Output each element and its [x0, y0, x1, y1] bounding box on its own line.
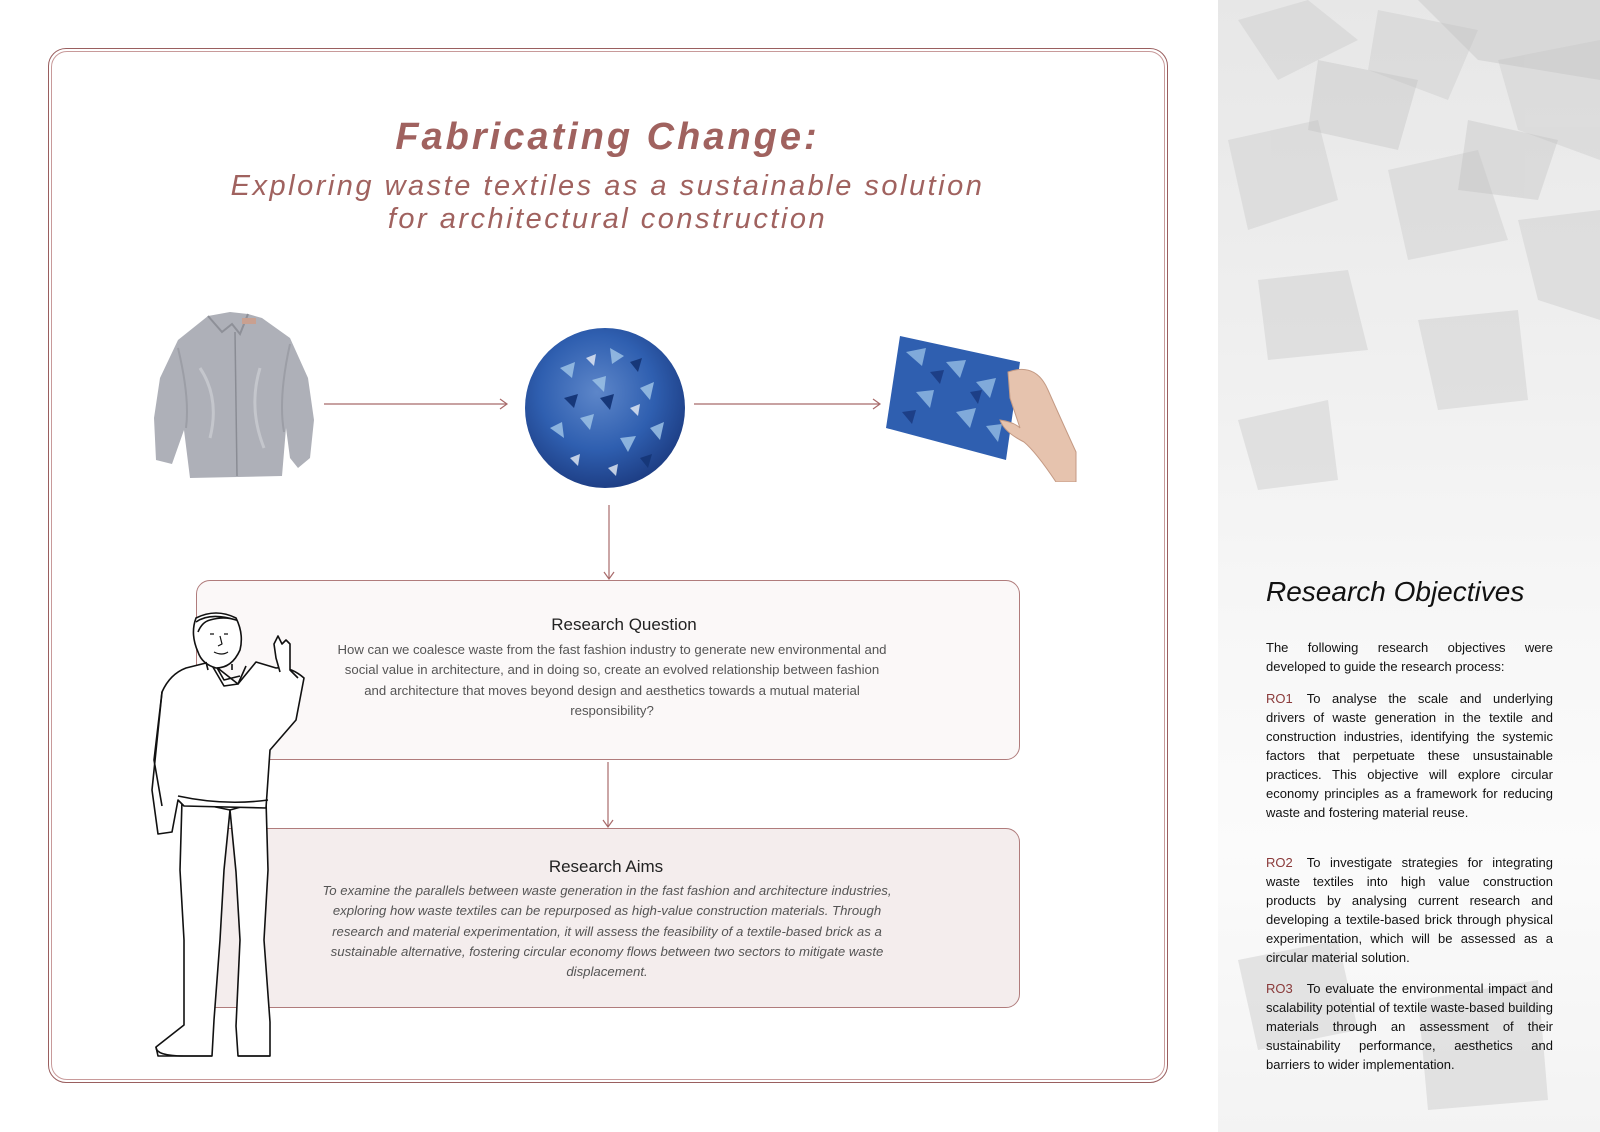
objective-code: RO1 [1266, 691, 1293, 706]
objective-code: RO2 [1266, 855, 1293, 870]
research-objectives-heading: Research Objectives [1266, 576, 1525, 607]
shirt-image [150, 308, 320, 483]
objective-text: To evaluate the environmental impact and scalability potential of textile waste-based building materials through an assessment of their sustainability performance, aesthetics and barriers to wider implementation. [1266, 981, 1553, 1072]
objective-code: RO3 [1266, 981, 1293, 996]
poster-title: Fabricating Change: [395, 116, 820, 158]
subtitle-line-2: for architectural construction [387, 203, 828, 235]
person-illustration [140, 610, 320, 1065]
research-question-text: How can we coalesce waste from the fast fashion industry to generate new environmental and social value in architecture, and in doing so, create an evolved relationship between fashion and architecture that moves beyond design and aesthetics towards a mutual material responsibility? [337, 642, 887, 718]
subtitle-line-1: Exploring waste textiles as a sustainable solution [230, 170, 985, 202]
poster-subtitle [50, 170, 1165, 236]
research-objectives-intro: The following research objectives were developed to guide the research process: [1266, 640, 1553, 674]
research-aims-heading: Research Aims [548, 857, 664, 876]
textile-brick-in-hand-image [886, 332, 1081, 482]
research-aims-text: To examine the parallels between waste generation in the fast fashion and architecture industries, exploring how waste textiles can be repurposed as high-value construction materials. Through research and material experimentation, it will assess the feasibility of a textile-based brick as a sustainable alternative, fostering circular economy flows between two sectors to mitigate waste displacement. [322, 883, 892, 980]
research-question-heading: Research Question [551, 615, 697, 634]
shredded-textile-ball-image [520, 318, 690, 498]
objective-item [1266, 689, 1553, 822]
objective-item [1266, 853, 1553, 967]
objective-text: To investigate strategies for integrating waste textiles into high value construction products by analysing current research and developing a textile-based brick through physical experimentation, which will be assessed as a circular material solution. [1266, 855, 1553, 965]
objective-text: To analyse the scale and underlying drivers of waste generation in the textile and construction industries, identifying the systemic factors that perpetuate these unsustainable practices. This objective will explore circular economy principles as a framework for reducing waste and fostering material reuse. [1266, 691, 1553, 820]
objective-item [1266, 979, 1553, 1074]
